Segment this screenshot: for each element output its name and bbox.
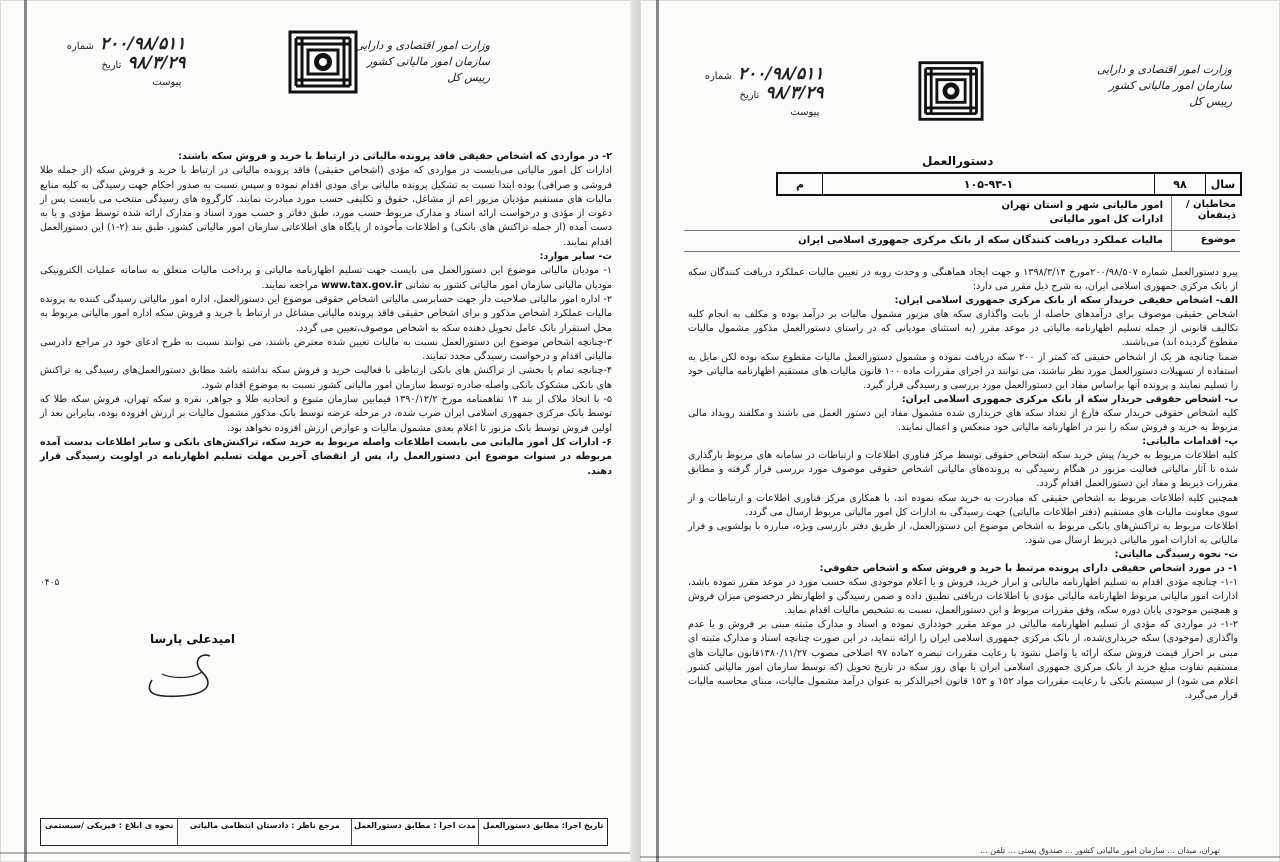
paragraph: همچنین کلیه اطلاعات مربوط به اشخاص حقیقی که مبادرت به خرید سکه نموده اند، با همکاری مرکز فناوری اطلاعات و ارتباطات و از سوی معاونت مالیات های مستقیم (دفتر اطلاعات مالیاتی) جهت رسیدگی به ادارات کل امور مالیاتی مربوط ارسال می گردد. xyxy=(688,492,1238,518)
footer-cell-delivery-method: نحوه ی ابلاغ : فیزیکی /سیستمی xyxy=(45,821,174,830)
paragraph: ۱- مودیان مالیاتی موضوع این دستورالعمل می بایست جهت تسلیم اظهارنامه مالیاتی و پرداخت مالیات متعلق به سامانه عملیات الکترونیکی مودیان مالیاتی سازمان امور مالیاتی کشور به نشانی www.tax.gov.ir مراجعه نمایند. xyxy=(40,265,612,291)
document-page-1 xyxy=(640,0,1280,862)
year-value: ۹۸ xyxy=(1154,174,1205,194)
addressees-label: مخاطبان / ذینفعان xyxy=(1171,196,1240,230)
section-heading: ث- سایر موارد: xyxy=(539,251,612,263)
letter-number: ۲۰۰/۹۸/۵۱۱ xyxy=(100,34,186,54)
document-meta-table xyxy=(684,196,1240,252)
tax-website-link[interactable]: www.tax.gov.ir xyxy=(321,279,403,291)
paragraph: اشخاص حقیقی موصوف برای درآمدهای حاصله از بابت واگذاری سکه های مزبور مشمول مالیات بر درآمد بوده و مکلف به انجام کلیه تکالیف قانونی از جمله تسلیم اظهارنامه مالیاتی در موعد مقرر (به استثنای مودیانی که در راستای دستورالعمل مذکور مشمول مالیات مقطوع گردیده اند) می‌باشند. xyxy=(688,309,1238,349)
section-heading: ت- نحوه رسیدگی مالیاتی: xyxy=(1114,548,1238,560)
footer-cell-supervisor: مرجع ناظر : دادستان انتظامی مالیاتی xyxy=(177,819,351,845)
section-heading: ب- اشخاص حقوقی خریدار سکه از بانک مرکزی جمهوری اسلامی ایران: xyxy=(901,393,1238,405)
paragraph: کلیه اطلاعات مربوط به خرید/ پیش خرید سکه اشخاص حقوقی توسط مرکز فناوری اطلاعات و ارتباطات در سامانه های مربوط بارگذاری شده تا آثار مالیاتی فعالیت مزبور در هنگام رسیدگی به پرونده‌های مالیاتی اشخاص حقوقی موصوف مورد بررسی قرار گرفته و مطابق مقررات ذیربط و مفاد این دستورالعمل اقدام گردد. xyxy=(688,450,1238,490)
paragraph: ۲- اداره امور مالیاتی صلاحیت دار جهت حسابرسی مالیاتی اشخاص حقوقی موضوع این دستورالعمل، اداره امور مالیاتی رسیدگی کننده به پرونده مالیات عملکرد اشخاص مذکور و برای اشخاص حقیقی فاقد پرونده مالیاتی مشاغل در ارتباط با خرید و فروش سکه اداره امور مالیاتی مربوط به محل استقرار بانک عامل تحویل دهنده سکه به اشخاص موصوف،تعیین می گردد. xyxy=(40,293,612,334)
section-heading: پ- اقدامات مالیاتی: xyxy=(1142,436,1238,448)
execution-info-table xyxy=(40,818,608,846)
paragraph: ۴-چنانچه تمام یا بخشی از تراکنش های بانکی ارتباطی با فعالیت خرید و فروش سکه نداشته باشد مطابق دستورالعمل‌های رسیدگی به تراکنش های بانکی مشکوک بانکی واصله صادره توسط سازمان امور مالیاتی کشور نسبت به موضوع اقدام شود. xyxy=(40,365,612,391)
section-heading: ۱- در مورد اشخاص حقیقی دارای پرونده مرتبط با خرید و فروش سکه و اشخاص حقوقی: xyxy=(819,562,1238,574)
paragraph: ادارات کل امور مالیاتی می‌بایست در مواردی که مؤدی (اشخاص حقیقی) فاقد پرونده مالیاتی در ارتباط با خرید و فروش سکه (از جمله طلا فروشی و صرافی) بوده ابتدا نسبت به تشکیل پرونده مالیاتی برای مودی اقدام نموده و سپس نسبت به صدور احکام جهت رسیدگی به کلیه منابع مالیات های مستقیم مؤدیان مزبور اعم از مشاغل، حقوق و تکلیفی حسب مورد مبادرت نمایند. کارگروه های رسیدگی منتخب می بایست پس از دعوت از مؤدی و درخواست ارائه اسناد و مدارک مربوط حسب مورد، طبق دفاتر و حسب مورد اسناد و مدارک ارائه شده توسط مؤدی و یا به دست آمده (از جمله تراکنش های بانکی) و اطلاعات مأخوذه از پایگاه های اطلاعاتی سازمان امور مالیاتی کشور، طبق بند (۲-۱) این دستورالعمل اقدام نمایند. xyxy=(40,165,612,248)
ministry-header: وزارت امور اقتصادی و دارایی سازمان امور مالیاتی کشور رییس کل xyxy=(354,39,490,84)
letter-meta: ۲۰۰/۹۸/۵۱۱شماره ۹۸/۳/۲۹تاریخ پیوست xyxy=(66,34,186,88)
address-footer: تهران، میدان ... سازمان امور مالیاتی کشور ... صندوق پستی ... تلفن ... xyxy=(980,846,1220,855)
subject-value: مالیات عملکرد دریافت کنندگان سکه از بانک مرکزی جمهوری اسلامی ایران xyxy=(798,235,1163,246)
letter-meta: ۲۰۰/۹۸/۵۱۱شماره ۹۸/۳/۲۹تاریخ پیوست xyxy=(704,64,824,118)
scan-artifact xyxy=(0,852,640,854)
paragraph: اطلاعات مربوط به تراکنش‌های بانکی مربوط به اشخاص موضوع این دستورالعمل، از طریق دفتر بازرسی ویژه، مبارزه با پولشویی و فرار مالیاتی به ادارات امور مالیاتی ذیربط ارسال می شود. xyxy=(688,520,1238,546)
section-heading: ۲- در مواردی که اشخاص حقیقی فاقد پرونده مالیاتی در ارتباط با خرید و فروش سکه باشند: xyxy=(178,151,612,162)
subject-row xyxy=(684,231,1240,252)
scan-artifact xyxy=(640,856,1280,858)
paragraph: ۱-۲- در مواردی که مؤدی از تسلیم اظهارنامه مالیاتی در موعد مقرر خودداری نموده و اسناد و مدارک مثبته مبنی بر فروش و یا عدم واگذاری (موجودی) سکه خریداری‌شده، از بانک مرکزی جمهوری اسلامی ایران را ارائه ننماید، در این صورت چنانچه اسناد و مدارک مثبته ای مبنی بر احراز قیمت فروش سکه ارائه یا واصل نشود با رعایت مقررات تبصره ۲ماده ۹۷ اصلاحی مصوب ۱۳۸۰/۱۱/۲۷قانون مالیات های مستقیم تفاوت مبلغ خرید از بانک مرکزی جمهوری اسلامی ایران با بهای روز سکه در تاریخ تحویل (که توسط سازمان امور مالیاتی کشور اعلام می شود) از سیستم بانکی با رعایت مقررات مواد ۱۵۲ و ۱۵۳ قانون اخیرالذکر به عنوان درآمد مشمول مالیات، مبنای محاسبه مالیات قرار می‌گیرد. xyxy=(688,619,1239,701)
document-letter: م xyxy=(795,177,805,191)
footer-cell-duration: مدت اجرا : مطابق دستورالعمل xyxy=(351,819,478,845)
addressees-row: امور مالیاتی شهر و استان تهران ادارات کل امور مالیاتی مخاطبان / ذینفعان xyxy=(684,196,1240,231)
tax-organization-emblem-icon xyxy=(288,30,358,94)
document-title: دستورالعمل xyxy=(922,154,994,168)
page1-body xyxy=(688,266,1238,703)
tax-organization-emblem-icon xyxy=(918,60,984,122)
paragraph: ۵- با اتخاذ ملاک از بند ۱۴ تفاهمنامه مورخ ۱۳۹۰/۱۲/۲ فیمابین سازمان متبوع و اتحادیه طلا و جواهر، نقره و سکه تهران، فروش سکه طلا که توسط بانک مرکزی جمهوری اسلامی ایران ضرب شده، در مرحله عرضه توسط بانک مذکور مشمول مالیات بر ارزش افزوده بوده، بنابراین بعد از اولین فروش توسط بانک مزبور تا اعلام بعدی مشمول مالیات و عوارض ارزش افزوده نخواهد بود. xyxy=(40,394,612,434)
letter-date: ۹۸/۳/۲۹ xyxy=(127,53,186,73)
paragraph: ۱-۱- چنانچه مؤدی اقدام به تسلیم اظهارنامه مالیاتی و ابراز خرید، فروش و یا اعلام موجودی سکه حسب مورد در موعد مقرر نموده باشد، ادارات امور مالیاتی مربوط اظهارنامه مالیاتی مؤدی با اطلاعات دریافتی تطبیق داده و ضمن رسیدگی و اظهارنظر درخصوص میزان فروش و همچنین موجودی پایان دوره سکه، وفق مقررات مربوط و این دستورالعمل، نسبت به تشخیص مالیات اقدام نماید. xyxy=(688,577,1238,617)
signatory-name: امیدعلی پارسا xyxy=(150,632,236,646)
handwritten-note: ۰۴۰۵ xyxy=(40,578,60,588)
scan-edge xyxy=(24,0,27,862)
page2-body xyxy=(40,150,612,479)
ministry-header: وزارت امور اقتصادی و دارایی سازمان امور مالیاتی کشور رییس کل xyxy=(1096,63,1232,108)
scan-edge xyxy=(656,0,659,862)
paragraph: ۳-چنانچه اشخاص موضوع این دستورالعمل نسبت به مالیات تعیین شده معترض باشند، می توانند نسبت به طرح ادعای خود در مراجع دادرسی مالیاتی اقدام و درخواست رسیدگی مجدد نمایند. xyxy=(40,336,612,363)
document-number-box xyxy=(776,172,1242,196)
footer-cell-execution-date: تاریخ اجرا: مطابق دستورالعمل xyxy=(478,819,607,845)
subject-label: موضوع xyxy=(1171,231,1240,251)
signature-icon xyxy=(140,650,230,702)
year-label: سال xyxy=(1205,174,1240,194)
letter-number: ۲۰۰/۹۸/۵۱۱ xyxy=(738,64,824,84)
paragraph: پیرو دستورالعمل شماره ۲۰۰/۹۸/۵۰۷مورخ ۱۳۹۸/۳/۱۴ و جهت ایجاد هماهنگی و وحدت رویه در تعیین مالیات عملکرد دریافت کنندگان سکه از بانک مرکزی جمهوری اسلامی ایران، به شرح ذیل مقرر می دارد: xyxy=(688,267,1238,293)
paragraph: ۶- ادارات کل امور مالیاتی می بایست اطلاعات واصله مربوط به خرید سکه، تراکنش‌های بانکی و سایر اطلاعات بدست آمده مربوطه در سنوات موضوع این دستورالعمل را، پس از انقضای آخرین مهلت تسلیم اظهارنامه در اولویت رسیدگی قرار دهند. xyxy=(40,436,612,477)
section-heading: الف- اشخاص حقیقی خریدار سکه از بانک مرکزی جمهوری اسلامی ایران: xyxy=(894,295,1238,307)
letter-date: ۹۸/۳/۲۹ xyxy=(765,83,824,103)
paragraph: کلیه اشخاص حقوقی خریدار سکه فارغ از تعداد سکه های خریداری شده مشمول مفاد این دستور العمل می باشند و مکلفند رویداد مالی مربوط به خرید و فروش سکه را نیز در اظهارنامه مالیاتی خود منعکس و اعمال نمایند. xyxy=(688,407,1238,434)
document-code: ۱۰۵-۹۳-۱ xyxy=(822,174,1154,194)
paragraph: ضمنا چنانچه هر یک از اشخاص حقیقی که کمتر از ۲۰۰ سکه دریافت نموده و مشمول دستورالعمل مالیات مقطوع سکه بوده لکن مایل به استفاده از تسهیلات دستورالعمل مورد نظر نباشند، می توانند در اجرای مقررات ماده ۱۰۰ قانون مالیات های مستقیم اظهارنامه مالیاتی خود را تسلیم نمایند و پرونده آنها براساس مفاد این دستورالعمل مورد بررسی و رسیدگی قرار گیرد. xyxy=(688,351,1238,391)
